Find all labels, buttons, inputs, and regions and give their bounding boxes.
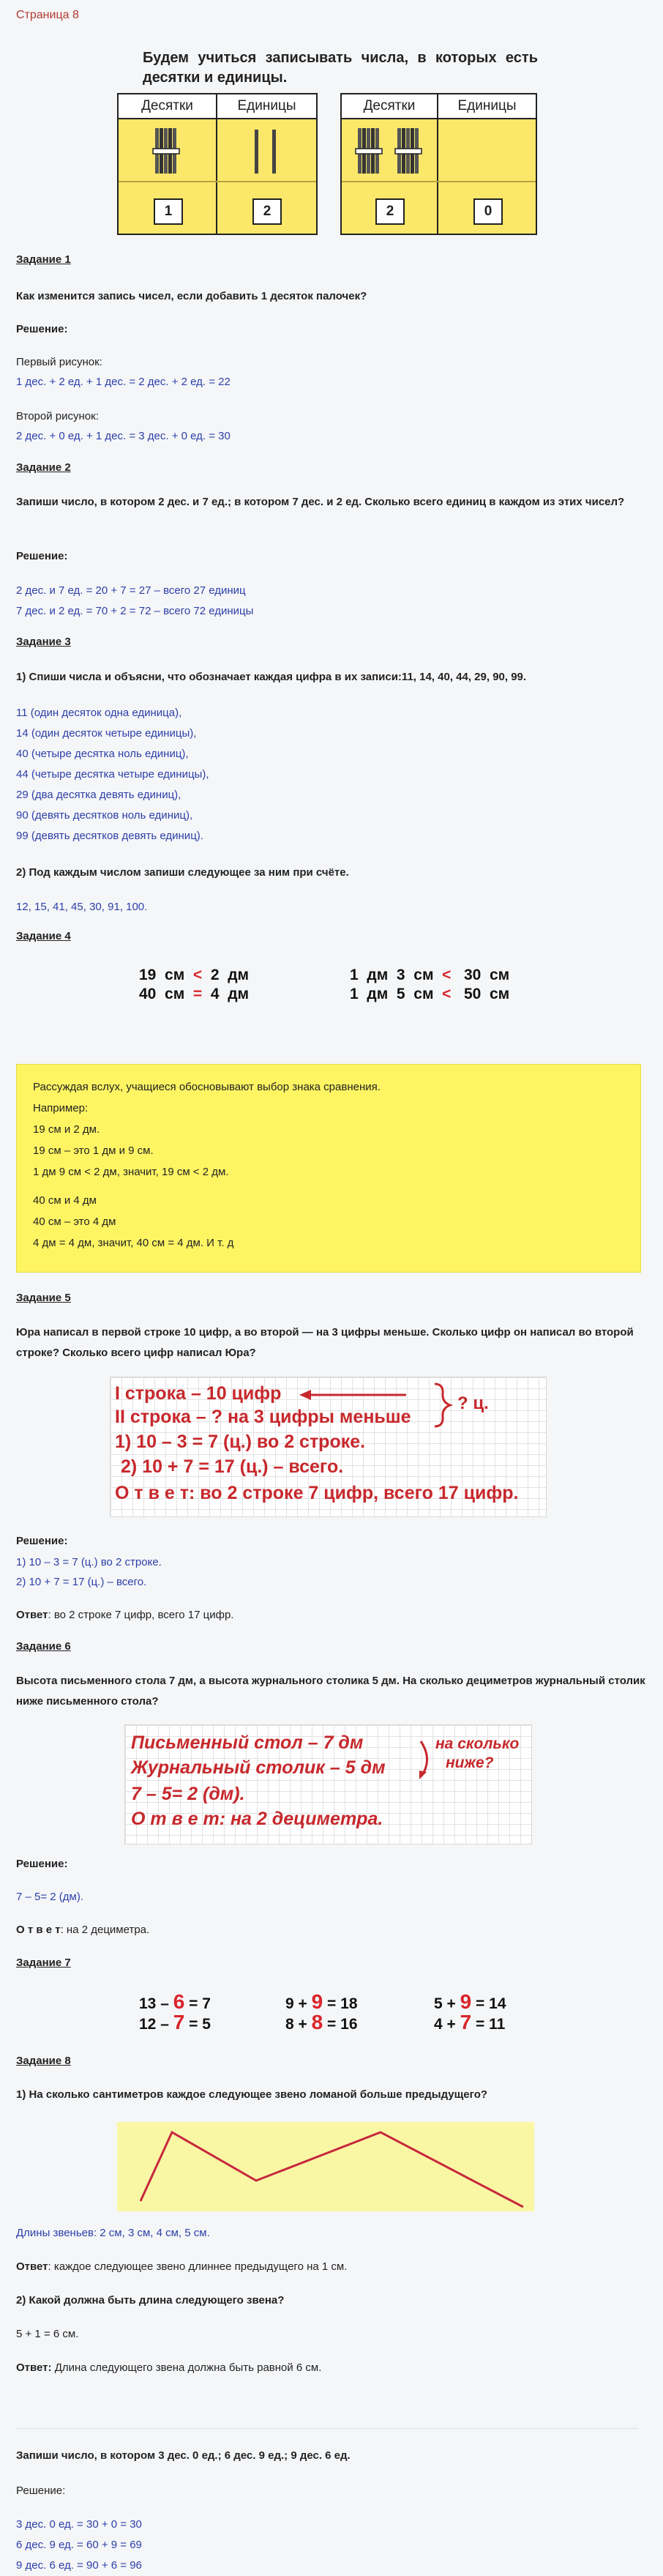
comparison-row	[139, 967, 249, 984]
equation: 8 + 8 = 16	[285, 2011, 358, 2033]
task1-second-label: Второй рисунок:	[16, 410, 99, 422]
stick-bundle-icon	[352, 127, 387, 175]
task8-lengths: Длины звеньев: 2 см, 3 см, 4 см, 5 см.	[16, 2227, 210, 2239]
units-digit: 0	[473, 198, 503, 225]
task2-solution-label: Решение:	[16, 550, 68, 562]
comparison-row	[139, 986, 249, 1003]
handwritten-note: на сколько	[435, 1735, 520, 1752]
value: 2	[210, 967, 220, 983]
task1-solution-label: Решение:	[16, 323, 68, 335]
answer-text: : во 2 строке 7 цифр, всего 17 цифр.	[48, 1609, 234, 1621]
unit: дм	[367, 967, 389, 983]
tens-header: Десятки	[119, 94, 216, 119]
single-sticks-icon	[234, 128, 300, 175]
comparison-sign: <	[442, 986, 452, 1002]
unit: см	[413, 967, 434, 983]
answer-text: : на 2 дециметра.	[60, 1924, 150, 1936]
unit: см	[489, 967, 510, 983]
note-line: 19 см – это 1 дм и 9 см.	[33, 1144, 154, 1157]
curly-brace-icon	[432, 1382, 454, 1429]
unit: дм	[228, 986, 250, 1002]
handwritten-line: Журнальный столик – 5 дм	[131, 1757, 386, 1778]
task3-a2: 12, 15, 41, 45, 30, 91, 100.	[16, 901, 148, 913]
task5-question: Юра написал в первой строке 10 цифр, а во второй — на 3 цифры меньше. Сколько цифр он написал во второй строке? Сколько всего цифр написал Юра?	[16, 1326, 634, 1359]
value: 1	[350, 967, 359, 983]
task3-q2: 2) Под каждым числом запиши следующее за ним при счёте.	[16, 866, 349, 879]
task2-heading: Задание 2	[16, 461, 71, 474]
handwritten-line: Письменный стол – 7 дм	[131, 1732, 364, 1753]
value: 19	[139, 967, 157, 983]
unit: см	[165, 967, 185, 983]
place-value-table-1	[117, 93, 318, 235]
brace-label: ? ц.	[457, 1393, 489, 1413]
task3-a1-line: 44 (четыре десятка четыре единицы),	[16, 768, 209, 781]
table-divider	[216, 94, 217, 234]
polyline-graphic	[117, 2122, 534, 2211]
note-line: 4 дм = 4 дм, значит, 40 см = 4 дм. И т. д	[33, 1237, 234, 1249]
handwritten-line: О т в е т: во 2 строке 7 цифр, всего 17 цифр.	[115, 1483, 519, 1503]
task8-answer-1	[16, 2258, 645, 2276]
page-header: Страница 8	[16, 9, 79, 21]
handwritten-line: I строка – 10 цифр	[115, 1383, 282, 1404]
equation: 12 – 7 = 5	[139, 2011, 211, 2033]
handwritten-line: 1) 10 – 3 = 7 (ц.) во 2 строке.	[115, 1432, 366, 1452]
comparison-row	[350, 986, 509, 1003]
task3-a1-line: 14 (один десяток четыре единицы),	[16, 727, 197, 740]
task8-heading: Задание 8	[16, 2055, 71, 2067]
answer-label: Ответ	[16, 2260, 48, 2273]
task8-calc: 5 + 1 = 6 см.	[16, 2328, 79, 2340]
answer-label: О т в е т	[16, 1924, 61, 1936]
comparison-row	[350, 967, 509, 984]
task2-answer-1: 2 дес. и 7 ед. = 20 + 7 = 27 – всего 27 единиц	[16, 584, 246, 597]
note-line: 40 см и 4 дм	[33, 1194, 97, 1207]
task7-heading: Задание 7	[16, 1957, 71, 1969]
units-digit: 2	[252, 198, 282, 225]
table-groove	[342, 181, 536, 182]
divider	[16, 2428, 638, 2429]
value: 4	[210, 986, 220, 1002]
handwritten-line: 7 – 5= 2 (дм).	[131, 1784, 245, 1804]
extra-answer-3: 9 дес. 6 ед. = 90 + 6 = 96	[16, 2559, 142, 2572]
curved-arrow-icon	[418, 1738, 434, 1781]
task6-heading: Задание 6	[16, 1640, 71, 1653]
task3-a1-line: 90 (девять десятков ноль единиц),	[16, 809, 193, 822]
task3-a1-line: 99 (девять десятков девять единиц).	[16, 830, 203, 842]
task1-question: Как изменится запись чисел, если добавить 1 десяток палочек?	[16, 290, 367, 302]
table-groove	[119, 181, 316, 182]
handwritten-note: ниже?	[446, 1754, 494, 1771]
value: 5	[396, 986, 405, 1002]
task2-answer-2: 7 дес. и 2 ед. = 70 + 2 = 72 – всего 72 единицы	[16, 605, 254, 617]
notebook-grid	[110, 1377, 547, 1517]
task5-final-answer	[16, 1607, 645, 1624]
extra-answer-2: 6 дес. 9 ед. = 60 + 9 = 69	[16, 2539, 142, 2551]
task4-heading: Задание 4	[16, 930, 71, 942]
task3-a1-line: 29 (два десятка девять единиц),	[16, 789, 181, 801]
answer-label: Ответ:	[16, 2361, 52, 2374]
value: 30	[463, 967, 482, 983]
task5-solution-label: Решение:	[16, 1535, 68, 1547]
units-header: Единицы	[438, 94, 536, 119]
polyline	[141, 2132, 523, 2207]
task3-a1-line: 40 (четыре десятка ноль единиц),	[16, 748, 189, 760]
handwritten-line: О т в е т: на 2 дециметра.	[131, 1809, 383, 1829]
task5-answer-1: 1) 10 – 3 = 7 (ц.) во 2 строке.	[16, 1556, 162, 1568]
task6-final-answer	[16, 1921, 645, 1939]
task5-heading: Задание 5	[16, 1292, 71, 1304]
note-line: Рассуждая вслух, учащиеся обосновывают выбор знака сравнения.	[33, 1081, 381, 1093]
task3-heading: Задание 3	[16, 636, 71, 648]
extra-solution-label: Решение:	[16, 2484, 66, 2497]
tens-header: Десятки	[342, 94, 437, 119]
arrow-left-icon	[299, 1388, 409, 1402]
unit: см	[489, 986, 510, 1002]
equation: 5 + 9 = 14	[434, 1990, 506, 2013]
unit: см	[165, 986, 185, 1002]
note-line: Например:	[33, 1102, 89, 1114]
task8-q2: 2) Какой должна быть длина следующего звена?	[16, 2294, 285, 2307]
note-line: 1 дм 9 см < 2 дм, значит, 19 см < 2 дм.	[33, 1166, 229, 1178]
task3-a1-line: 11 (один десяток одна единица),	[16, 707, 182, 719]
polyline-figure	[117, 2122, 534, 2211]
answer-text: Длина следующего звена должна быть равной 6 см.	[51, 2361, 322, 2374]
comparison-sign: <	[192, 967, 203, 983]
explanation-note	[16, 1064, 641, 1273]
equation: 9 + 9 = 18	[285, 1990, 358, 2013]
handwritten-line: 2) 10 + 7 = 17 (ц.) – всего.	[121, 1456, 344, 1477]
value: 50	[463, 986, 482, 1002]
value: 40	[139, 986, 157, 1002]
task1-first-label: Первый рисунок:	[16, 356, 102, 368]
unit: дм	[228, 967, 250, 983]
table-divider	[437, 94, 438, 234]
equation: 4 + 7 = 11	[434, 2011, 506, 2033]
value: 3	[396, 967, 405, 983]
task8-answer-2	[16, 2359, 645, 2377]
unit: дм	[367, 986, 389, 1002]
handwritten-line: II строка – ? на 3 цифры меньше	[115, 1407, 411, 1427]
value: 1	[350, 986, 359, 1002]
tens-digit: 2	[375, 198, 405, 225]
stick-bundle-icon	[149, 127, 184, 175]
intro-title: Будем учиться записывать числа, в которых есть десятки и единицы.	[143, 50, 538, 86]
comparison-sign: =	[192, 986, 203, 1002]
task5-answer-2: 2) 10 + 7 = 17 (ц.) – всего.	[16, 1576, 147, 1588]
task6-solution-label: Решение:	[16, 1858, 68, 1870]
answer-text: : каждое следующее звено длиннее предыдущего на 1 см.	[48, 2260, 348, 2273]
task3-q1: 1) Спиши числа и объясни, что обозначает каждая цифра в их записи:11, 14, 40, 44, 29, 90, 99.	[16, 671, 527, 683]
task1-heading: Задание 1	[16, 253, 71, 266]
units-header: Единицы	[217, 94, 316, 119]
stick-bundle-icon	[392, 127, 427, 175]
unit: см	[413, 986, 434, 1002]
task1-second-answer: 2 дес. + 0 ед. + 1 дес. = 3 дес. + 0 ед. = 30	[16, 430, 231, 442]
extra-answer-1: 3 дес. 0 ед. = 30 + 0 = 30	[16, 2518, 142, 2531]
place-value-table-2	[340, 93, 537, 235]
notebook-grid	[124, 1724, 532, 1844]
task1-first-answer: 1 дес. + 2 ед. + 1 дес. = 2 дес. + 2 ед. = 22	[16, 376, 231, 388]
equation: 13 – 6 = 7	[139, 1990, 211, 2013]
task6-question: Высота письменного стола 7 дм, а высота журнального столика 5 дм. На сколько дециметров журнальный столик ниже письменного стола?	[16, 1675, 645, 1708]
extra-question: Запиши число, в котором 3 дес. 0 ед.; 6 дес. 9 ед.; 9 дес. 6 ед.	[16, 2449, 351, 2462]
task8-q1: 1) На сколько сантиметров каждое следующее звено ломаной больше предыдущего?	[16, 2088, 488, 2101]
note-line: 40 см – это 4 дм	[33, 1216, 116, 1228]
comparison-sign: <	[442, 967, 452, 983]
note-line: 19 см и 2 дм.	[33, 1123, 100, 1136]
tens-digit: 1	[154, 198, 183, 225]
task2-question: Запиши число, в котором 2 дес. и 7 ед.; в котором 7 дес. и 2 ед. Сколько всего единиц в каждом из этих чисел?	[16, 496, 625, 508]
answer-label: Ответ	[16, 1609, 48, 1621]
task6-answer: 7 – 5= 2 (дм).	[16, 1891, 84, 1903]
